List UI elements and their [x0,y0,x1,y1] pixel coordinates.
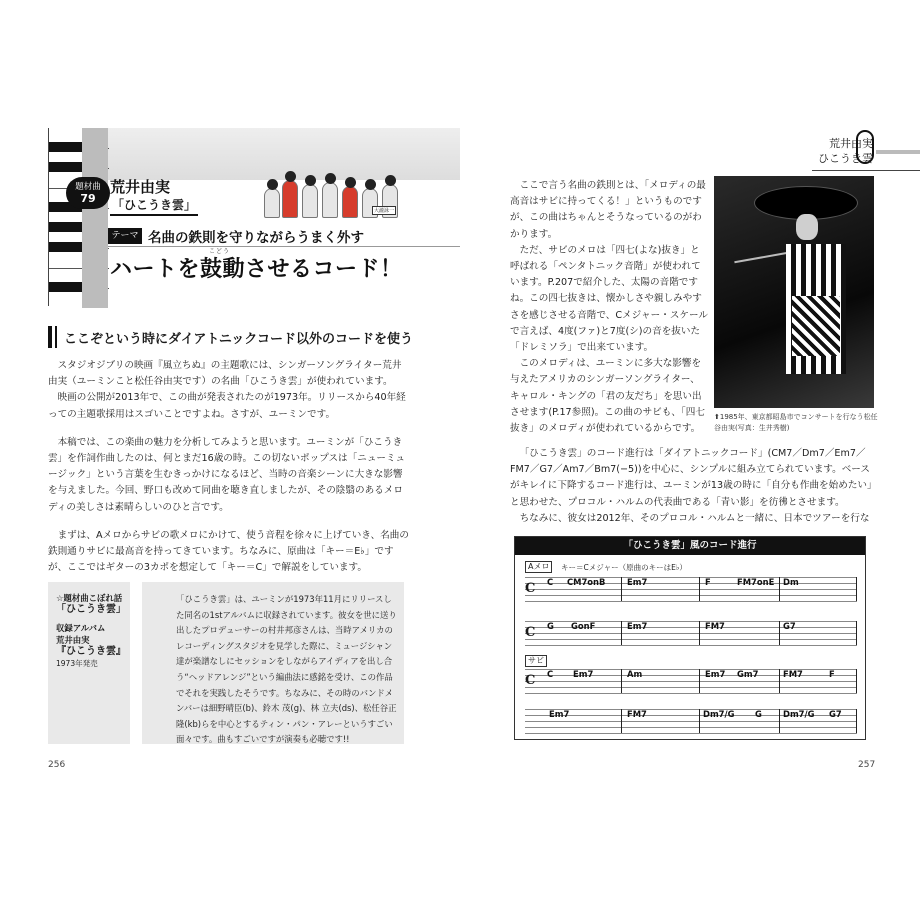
chord: Em7 [549,709,570,719]
photo-caption: ⬆1985年、東京都昭島市でコンサートを行なう松任谷由実(写真：生井秀樹) [714,413,878,432]
trivia-title: 「ひこうき雲」 [56,604,126,615]
chord-chart-title: 「ひこうき雲」風のコード進行 [515,537,865,555]
paragraph: スタジオジブリの映画『風立ちぬ』の主題歌には、シンガーソングライター荒井由実（ユーミンこと松任谷由実です）の名曲「ひこうき雲」が使われています。 [48,360,402,388]
chord: Dm7/G [703,709,735,719]
corner-song: ひこうき雲 [818,152,873,165]
chord: FM7 [627,709,647,719]
chord: Am [627,669,643,679]
illustration-badge: 大瀧詠一 [374,208,395,214]
album-title: 『ひこうき雲』 [56,646,126,657]
corner-line [876,150,920,154]
paragraph: ちなみに、彼女は2012年、そのプロコル・ハルムと一緒に、日本でツアーを行な [519,512,870,524]
song-title: 「ひこうき雲」 [110,196,198,216]
chord: Gm7 [737,669,759,679]
chord: G [547,621,554,631]
key-note: キー＝Cメジャー（原曲のキーはE♭） [561,563,687,572]
paragraph: ただ、サビのメロは「四七(よな)抜き」と呼ばれる「ペンタトニック音階」が使われています。P.207で紹介した、太陽の音階ですね。この四七抜きは、懐かしさや親しみやすさを感じさせる音階で、Cメジャー・スケールで言えば、4度(ファ)と7度(シ)の音を抜いた「ドレミソラ」で出来ています。 [510,244,708,354]
theme-text: 名曲の鉄則を守りながらうまく外す [148,230,364,246]
chord: Em7 [573,669,594,679]
chord: Dm [783,577,799,587]
trivia-sidebar [56,592,128,670]
song-number-label: 題材曲 [75,182,101,192]
theme-badge: テーマ [108,228,142,244]
staff-row-3: C [525,669,857,693]
section-heading-text: ここぞという時にダイアトニックコード以外のコードを使う [64,332,414,347]
chord: CM7onB [567,577,606,587]
trivia-text: 「ひこうき雲」は、ユーミンが1973年11月にリリースした同名の1stアルバムに収録されています。彼女を世に送り出したプロデューサーの村井邦彦さんは、当時アメリカのレコーディングスタジオを見学した際に、ミュージシャン達が楽譜なしにセッションをしながらアイディアを出し合う“ヘッドアレンジ”という編曲法に感銘を受け、この作品でそれを実践したそうです。ちなみに、その時のバンドメンバーは細野晴臣(b)、鈴木 茂(g)、林 立夫(ds)、松任谷正隆(kb)らを中心とするティン・パン・アレーというすごい面々です。曲もすごいですが演奏も必聴です!! [176,594,397,745]
theme-rule [108,246,460,247]
headline: ハートを鼓動させるコード！ [110,257,403,282]
trivia-label: ☆題材曲こぼれ話 [56,593,123,603]
chord: F [829,669,835,679]
paragraph: このメロディは、ユーミンに多大な影響を与えたアメリカのシンガーソングライター、キャロル・キングの「君の友だち」を思い出させます(P.17参照)。この曲のサビも、「四七抜き」のメロディが使われているからです。 [510,358,705,435]
paragraph: ここで言う名曲の鉄則とは、「メロディの最高音はサビに持ってくる！」というものですが、この曲はちゃんとそうなっているのがわかります。 [510,180,706,240]
right-body-top-text [510,178,708,437]
section-sabi-label: サビ [525,655,547,667]
headline-ruby: こどう [209,248,231,255]
corner-artist: 荒井由実 [829,137,873,150]
chord: F [705,577,711,587]
paragraph: 映画の公開が2013年で、この曲が発表されたのが1973年。リリースから40年経っての主題歌採用はスゴいことですよね。さすが、ユーミンです。 [48,392,406,420]
chord: Em7 [627,577,648,587]
chord: FM7onE [737,577,775,587]
paragraph: まずは、Aメロからサビの歌メロにかけて、使う音程を徐々に上げていき、名曲の鉄則通りサビに最高音を持ってきています。ちなみに、原曲は「キー＝E♭」ですが、ここではギターの3カポを想定して「キー＝C」で解説をしています。 [48,529,409,574]
chord: G7 [783,621,796,631]
song-number: 79 [80,192,96,205]
staff-row-2: C [525,621,857,645]
chord: GonF [571,621,596,631]
treble-clef-icon [856,130,874,164]
chord: C [547,577,554,587]
chord: Dm7/G [783,709,815,719]
paragraph: 本稿では、この楽曲の魅力を分析してみようと思います。ユーミンが「ひこうき雲」を作詞作曲したのは、何とまだ16歳の時。この切ないポップスは「ニューミュージック」という言葉を生むきっかけになるほど、当時の音楽シーンに大きな影響を与えました。今回、野口も改めて同曲を聴き直しましたが、その陰翳のあるメロディの美しさは素晴らしいのひと言です。 [48,436,406,513]
left-body-text [48,358,410,588]
chord: C [547,669,554,679]
section-a-label: Aメロ [525,561,552,573]
album-label: 収録アルバム [56,623,106,633]
chord: G [755,709,762,719]
chord: FM7 [705,621,725,631]
right-body-full-text [510,446,876,527]
header-vertical-bar [82,128,108,308]
artist-caricatures-illustration [260,170,410,218]
chord: Em7 [627,621,648,631]
chord: FM7 [783,669,803,679]
staff-row-1: C [525,577,857,601]
page-number-left: 256 [48,760,66,770]
chord: G7 [829,709,842,719]
paragraph: 「ひこうき雲」のコード進行は「ダイアトニックコード」(CM7／Dm7／Em7／FM7／G7／Am7／Bm7(−5))を中心に、シンプルに組み立てられています。ベースがキレイに下降するコード進行は、ユーミンが13歳の時に「自分も作曲を始めたい」と思わせた、プロコル・ハルムの代表曲である「青い影」を彷彿とさせます。 [510,448,872,508]
corner-rule [812,170,920,171]
song-number-chip [66,177,110,209]
album-artist: 荒井由実 [56,635,90,645]
page-number-right: 257 [858,760,876,770]
album-year: 1973年発売 [56,659,98,668]
chord-chart [514,536,866,740]
artist-name: 荒井由実 [110,178,171,196]
section-heading [48,326,418,348]
trivia-box [48,582,404,744]
concert-photo [714,176,874,408]
chord: Em7 [705,669,726,679]
